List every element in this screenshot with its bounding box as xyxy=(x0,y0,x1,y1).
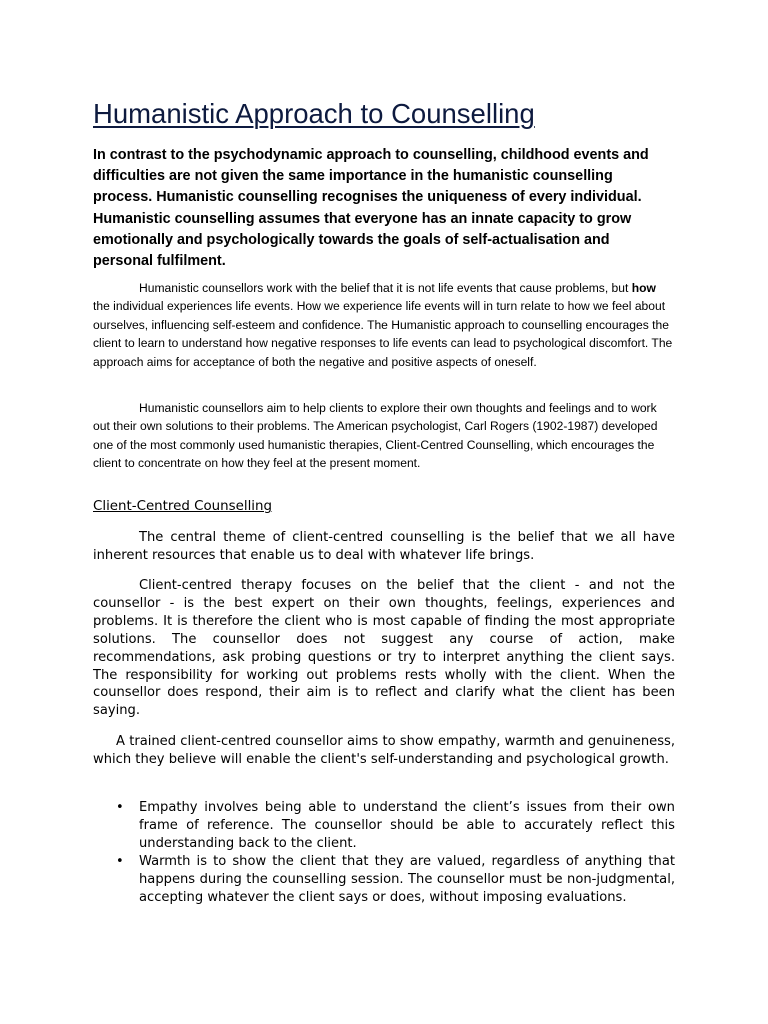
bullet-icon: • xyxy=(116,853,124,869)
paragraph-client-centred-therapy: Client-centred therapy focuses on the belief that the client - and not the counsellor - is the best expert on their own thoughts, feelings, experiences and problems. It is therefore the client who is most capable of finding the most appropriate solutions. The counsellor does not suggest any course of action, make recommendations, ask probing questions or try to interpret anything the client says. The responsibility for working out problems rests wholly with the client. When the counsellor does respond, their aim is to reflect and clarify what the client has been saying. xyxy=(93,578,675,719)
paragraph-trained-counsellor: A trained client-centred counsellor aims to show empathy, warmth and genuineness, which they believe will enable the client's self-understanding and psychological growth. xyxy=(93,734,675,767)
bullet-icon: • xyxy=(116,800,124,815)
paragraph-central-theme: The central theme of client-centred counselling is the belief that we all have inherent resources that enable us to deal with whatever life brings. xyxy=(93,530,675,563)
paragraph-life-events xyxy=(93,279,675,371)
section-heading-client-centred: Client-Centred Counselling xyxy=(93,499,273,514)
paragraph-life-events-end: the individual experiences life events. How we experience life events will in turn relate to how we feel about ourselves, influencing self-esteem and confidence. The Humanistic approach to counselling encourages the client to learn to understand how negative responses to life events can lead to psychological discomfort. The approach aims for acceptance of both the negative and positive aspects of oneself. xyxy=(93,299,673,369)
page-title: Humanistic Approach to Counselling xyxy=(93,98,535,129)
list-item-text: Warmth is to show the client that they are valued, regardless of anything that happens during the counselling session. The counsellor must be non-judgmental, accepting whatever the client says or does, without imposing evaluations. xyxy=(139,853,675,905)
emphasis-how: how xyxy=(631,281,656,295)
list-item-warmth xyxy=(93,853,675,907)
list-item-empathy xyxy=(93,799,675,853)
paragraph-life-events-start: Humanistic counsellors work with the belief that it is not life events that cause problems, but xyxy=(139,281,632,295)
paragraph-carl-rogers: Humanistic counsellors aim to help clients to explore their own thoughts and feelings and to work out their own solutions to their problems. The American psychologist, Carl Rogers (1902-1987) developed one of the most commonly used humanistic therapies, Client-Centred Counselling, which encourages the client to concentrate on how they feel at the present moment. xyxy=(93,401,658,471)
list-item-text: Empathy involves being able to understand the client’s issues from their own frame of reference. The counsellor should be able to accurately reflect this understanding back to the client. xyxy=(139,800,675,851)
qualities-list xyxy=(93,799,675,906)
intro-paragraph: In contrast to the psychodynamic approach to counselling, childhood events and difficulties are not given the same importance in the humanistic counselling process. Humanistic counselling recognises the uniqueness of every individual. Humanistic counselling assumes that everyone has an innate capacity to grow emotionally and psychologically towards the goals of self-actualisation and personal fulfilment. xyxy=(93,147,649,270)
